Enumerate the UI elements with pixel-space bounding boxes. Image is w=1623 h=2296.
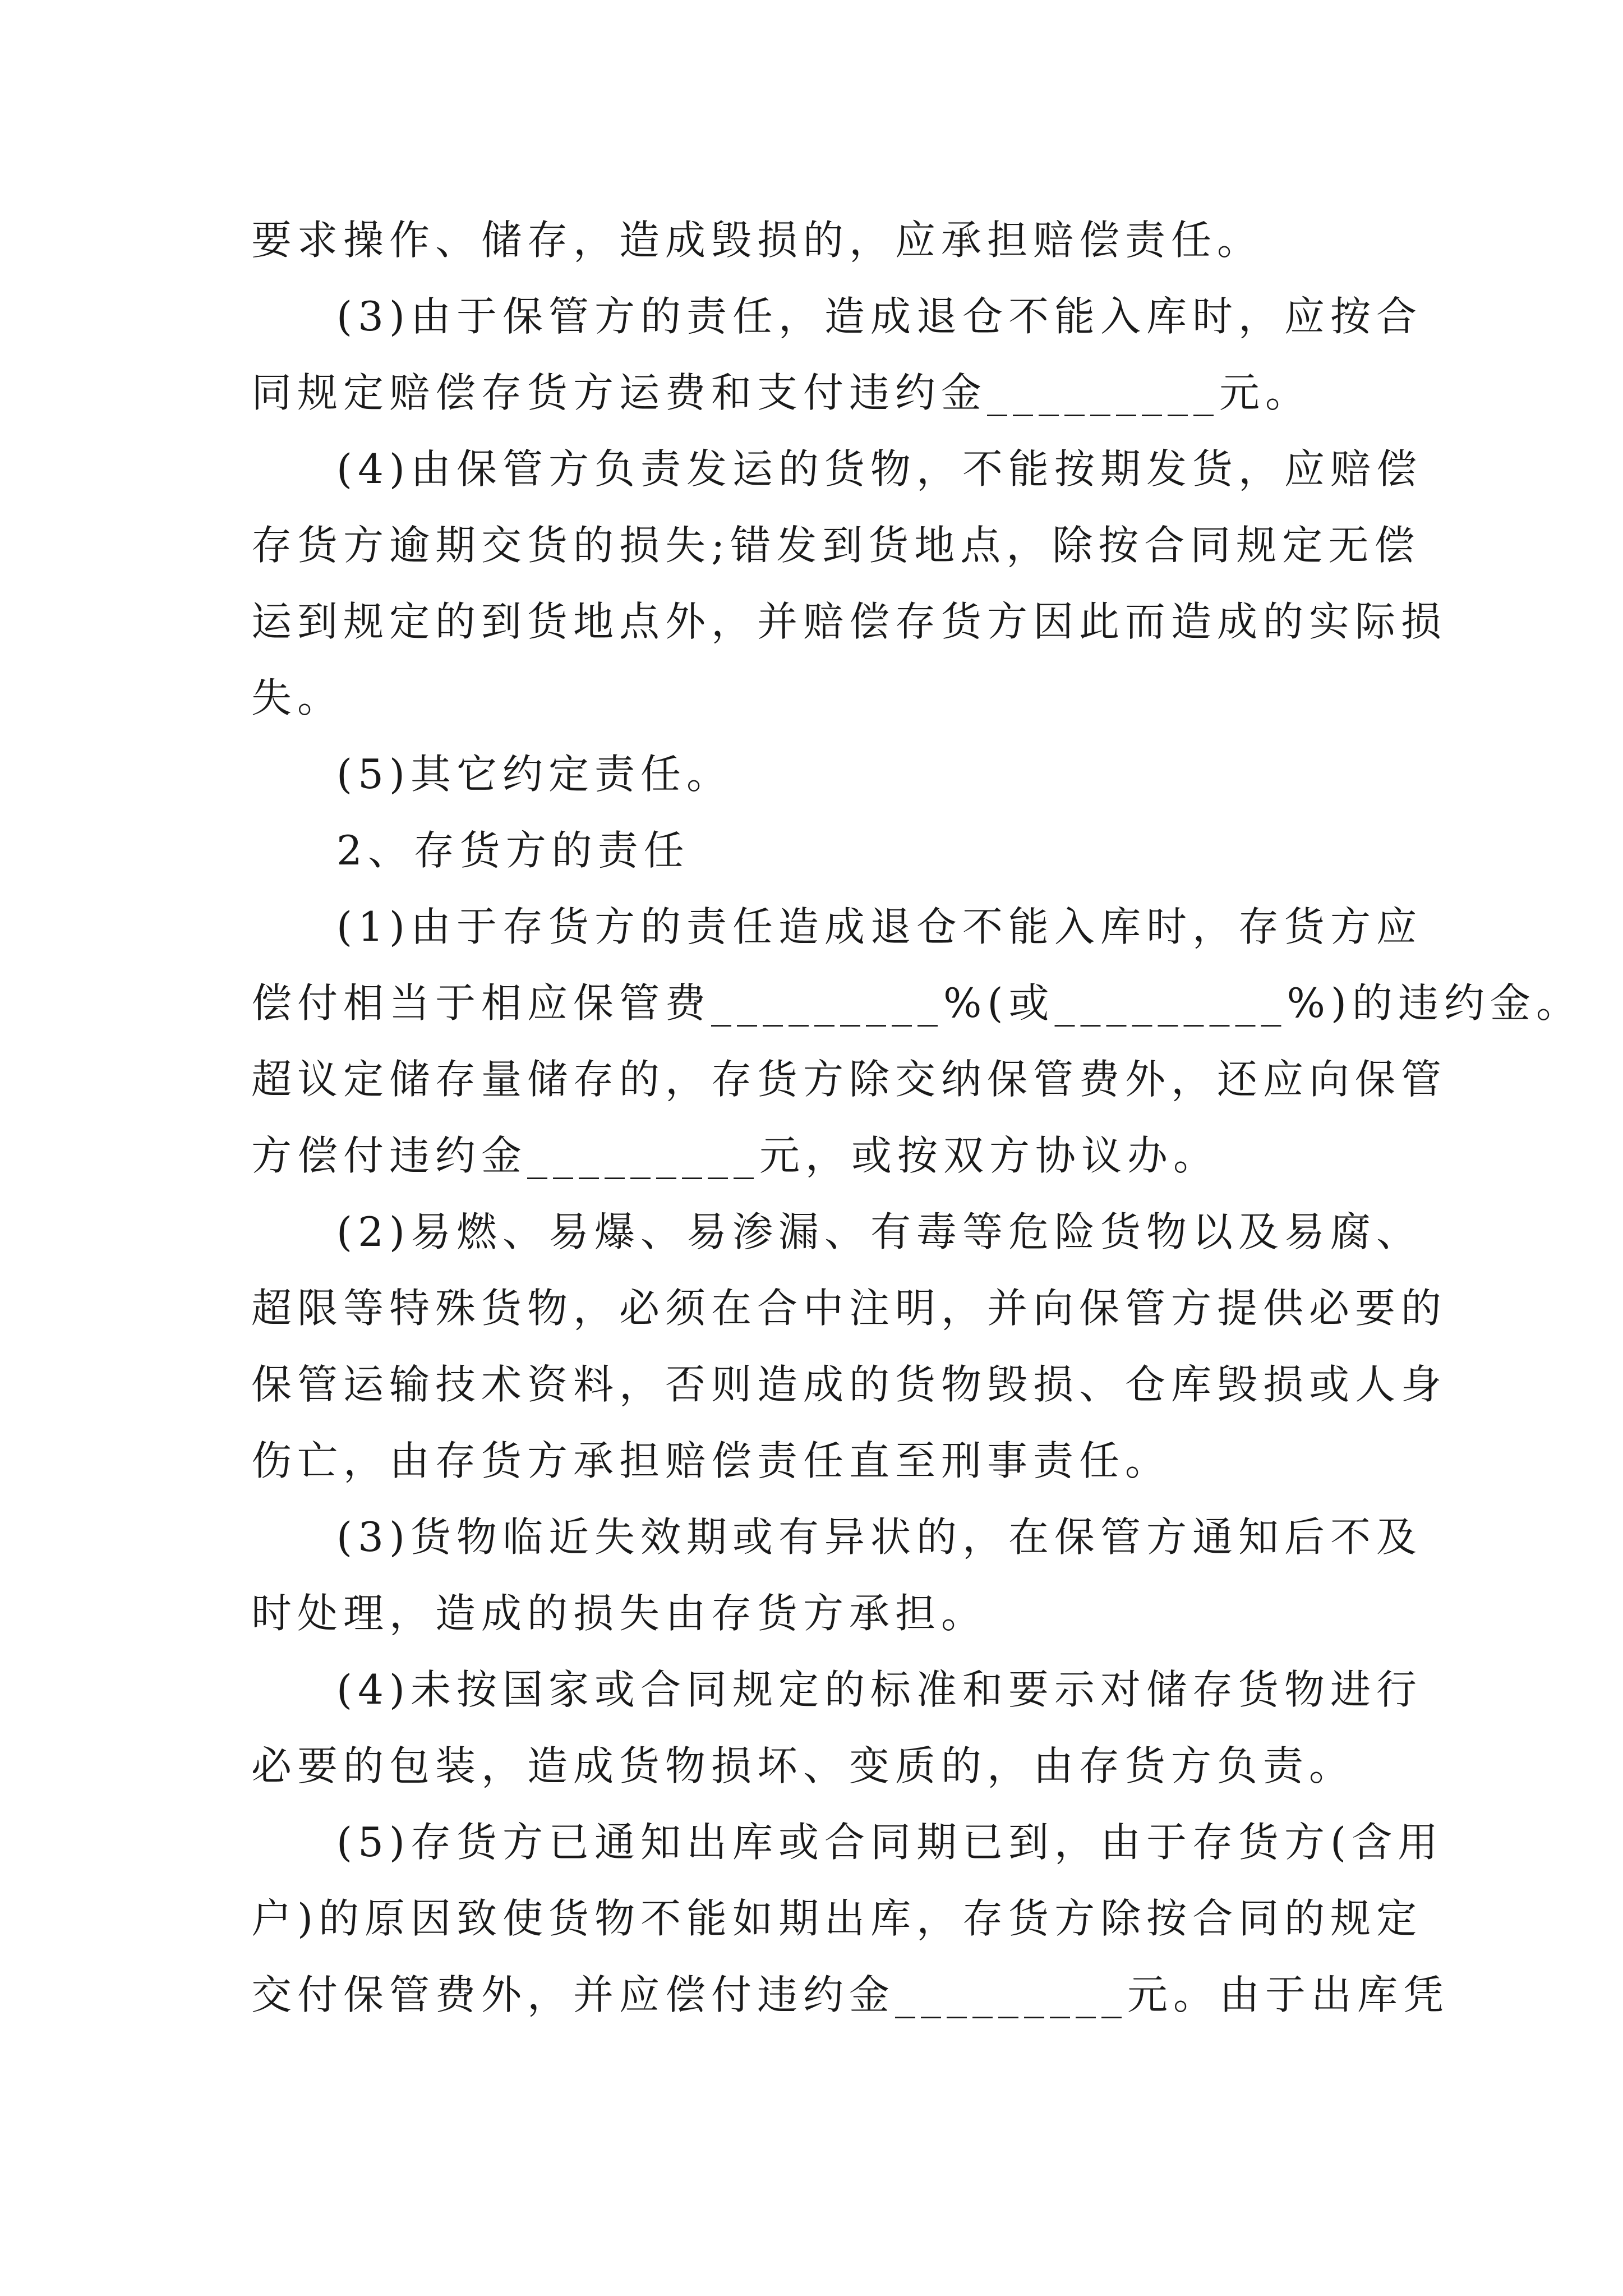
text-line: 交付保管费外，并应偿付违约金_________元。由于出库凭 — [251, 1971, 1450, 2018]
text-line: 要求操作、储存，造成毁损的，应承担赔偿责任。 — [251, 217, 1264, 264]
text-line: (3)货物临近失效期或有异状的，在保管方通知后不及 — [336, 1513, 1422, 1561]
text-line: (1)由于存货方的责任造成退仓不能入库时，存货方应 — [336, 903, 1422, 950]
text-line: 超限等特殊货物，必须在合中注明，并向保管方提供必要的 — [251, 1285, 1447, 1332]
text-line: 存货方逾期交货的损失;错发到货地点，除按合同规定无偿 — [251, 522, 1421, 569]
text-line: (5)存货方已通知出库或合同期已到，由于存货方(含用 — [336, 1819, 1444, 1866]
text-line: (4)由保管方负责发运的货物，不能按期发货，应赔偿 — [336, 445, 1422, 493]
text-line: (4)未按国家或合同规定的标准和要示对储存货物进行 — [336, 1666, 1422, 1713]
text-line: 运到规定的到货地点外，并赔偿存货方因此而造成的实际损 — [251, 598, 1447, 645]
text-line: 时处理，造成的损失由存货方承担。 — [251, 1590, 988, 1637]
text-line: 偿付相当于相应保管费_________%(或_________%)的违约金。 — [251, 979, 1583, 1027]
text-line: 同规定赔偿存货方运费和支付违约金_________元。 — [251, 369, 1312, 416]
text-line: (2)易燃、易爆、易渗漏、有毒等危险货物以及易腐、 — [336, 1208, 1422, 1255]
text-line: 超议定储存量储存的，存货方除交纳保管费外，还应向保管 — [251, 1056, 1447, 1103]
text-line: 伤亡，由存货方承担赔偿责任直至刑事责任。 — [251, 1437, 1172, 1484]
text-line: 失。 — [251, 674, 344, 721]
text-line: (3)由于保管方的责任，造成退仓不能入库时，应按合 — [336, 293, 1422, 340]
text-line: 必要的包装，造成货物损坏、变质的，由存货方负责。 — [251, 1742, 1355, 1789]
text-line: 方偿付违约金_________元，或按双方协议办。 — [251, 1132, 1220, 1179]
text-line: (5)其它约定责任。 — [336, 751, 732, 798]
text-line: 保管运输技术资料，否则造成的货物毁损、仓库毁损或人身 — [251, 1361, 1447, 1408]
text-line: 户)的原因致使货物不能如期出库，存货方除按合同的规定 — [251, 1895, 1423, 1942]
section-heading: 2、存货方的责任 — [336, 827, 690, 874]
